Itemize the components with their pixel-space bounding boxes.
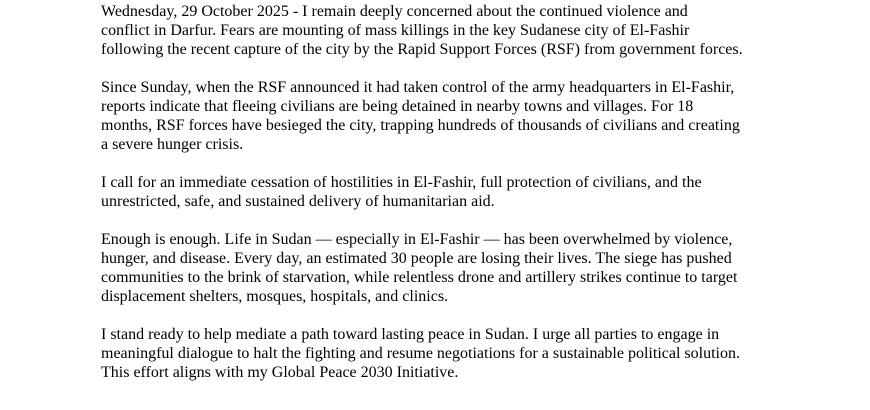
paragraph-ceasefire-call: I call for an immediate cessation of hostilities in El-Fashir, full protection of civilians, and the unrestricted, safe, and sustained delivery of humanitarian aid. — [101, 174, 702, 210]
paragraph-humanitarian-toll: Enough is enough. Life in Sudan — especially in El-Fashir — has been overwhelmed by violence, hunger, and disease. Every day, an estimated 30 people are losing their lives. The siege has pushed communities to the brink of starvation, while relentless drone and artillery strikes continue to target displacement shelters, mosques, hospitals, and clinics. — [101, 231, 738, 305]
paragraph-date-concern: Wednesday, 29 October 2025 - I remain deeply concerned about the continued violence and conflict in Darfur. Fears are mounting of mass killings in the key Sudanese city of El-Fashir following the recent capture of the city by the Rapid Support Forces (RSF) from government forces. — [101, 3, 743, 58]
paragraph-mediation-offer: I stand ready to help mediate a path toward lasting peace in Sudan. I urge all parties to engage in meaningful dialogue to halt the fighting and resume negotiations for a sustainable political solution. This effort aligns with my Global Peace 2030 Initiative. — [101, 326, 740, 381]
statement-body — [101, 2, 770, 382]
paragraph-rsf-control: Since Sunday, when the RSF announced it had taken control of the army headquarters in El-Fashir, reports indicate that fleeing civilians are being detained in nearby towns and villages. For 18 months, RSF forces have besieged the city, trapping hundreds of thousands of civilians and creating a severe hunger crisis. — [101, 79, 740, 153]
